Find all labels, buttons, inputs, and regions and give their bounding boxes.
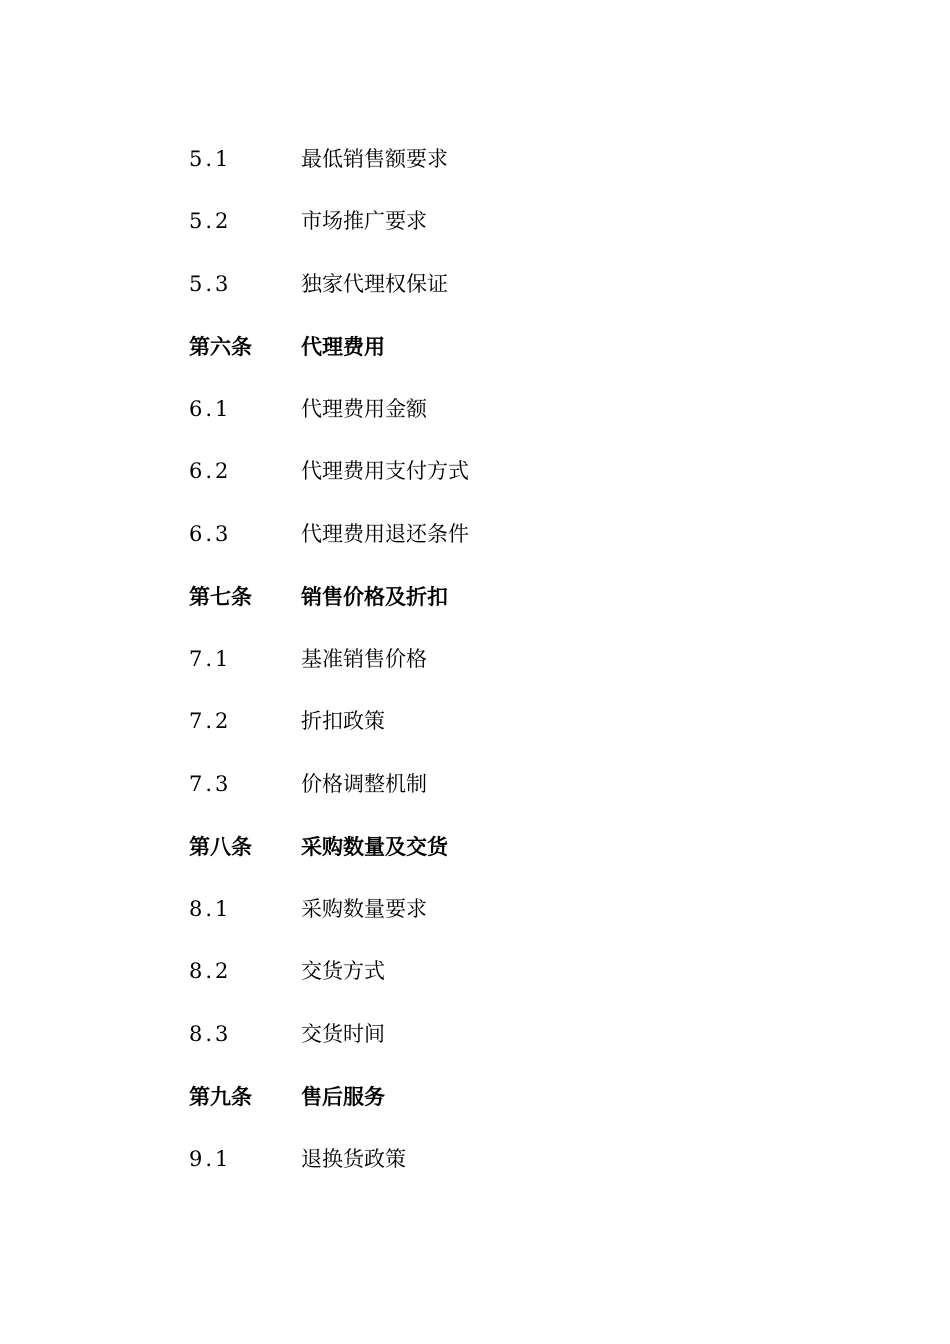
clause-title: 代理费用金额 (301, 396, 427, 421)
clause-item (189, 503, 829, 566)
clause-item (189, 878, 829, 941)
clause-number: 7.1 (189, 646, 232, 671)
section-title: 销售价格及折扣 (301, 584, 448, 610)
clause-title: 采购数量要求 (301, 896, 427, 921)
clause-number: 5.2 (189, 209, 232, 234)
clause-number: 5.3 (189, 271, 232, 296)
clause-number: 8.1 (189, 896, 232, 921)
clause-number: 9.1 (189, 1146, 232, 1171)
clause-item (189, 753, 829, 816)
clause-list (189, 128, 829, 1191)
clause-title: 最低销售额要求 (301, 146, 448, 171)
clause-number: 6.1 (189, 396, 232, 421)
clause-title: 价格调整机制 (301, 771, 427, 796)
section-title: 采购数量及交货 (301, 834, 448, 860)
clause-item (189, 441, 829, 504)
section-number: 第八条 (189, 834, 252, 860)
section-number: 第九条 (189, 1084, 252, 1110)
clause-title: 折扣政策 (301, 709, 385, 734)
clause-title: 市场推广要求 (301, 209, 427, 234)
section-heading (189, 566, 829, 629)
clause-item (189, 253, 829, 316)
section-heading (189, 1066, 829, 1129)
section-title: 售后服务 (301, 1084, 385, 1110)
clause-item (189, 191, 829, 254)
clause-item (189, 1128, 829, 1191)
clause-number: 8.3 (189, 1021, 232, 1046)
clause-title: 交货方式 (301, 959, 385, 984)
section-number: 第七条 (189, 584, 252, 610)
clause-title: 独家代理权保证 (301, 271, 448, 296)
section-heading (189, 316, 829, 379)
clause-number: 6.2 (189, 459, 232, 484)
section-number: 第六条 (189, 334, 252, 360)
section-title: 代理费用 (301, 334, 385, 360)
clause-title: 代理费用支付方式 (301, 459, 469, 484)
clause-title: 退换货政策 (301, 1146, 406, 1171)
clause-number: 6.3 (189, 521, 232, 546)
clause-item (189, 941, 829, 1004)
clause-title: 基准销售价格 (301, 646, 427, 671)
clause-title: 代理费用退还条件 (301, 521, 469, 546)
clause-number: 8.2 (189, 959, 232, 984)
clause-item (189, 628, 829, 691)
clause-number: 7.3 (189, 771, 232, 796)
clause-title: 交货时间 (301, 1021, 385, 1046)
clause-number: 7.2 (189, 709, 232, 734)
clause-item (189, 1003, 829, 1066)
clause-item (189, 128, 829, 191)
section-heading (189, 816, 829, 879)
clause-number: 5.1 (189, 146, 232, 171)
clause-item (189, 691, 829, 754)
clause-item (189, 378, 829, 441)
